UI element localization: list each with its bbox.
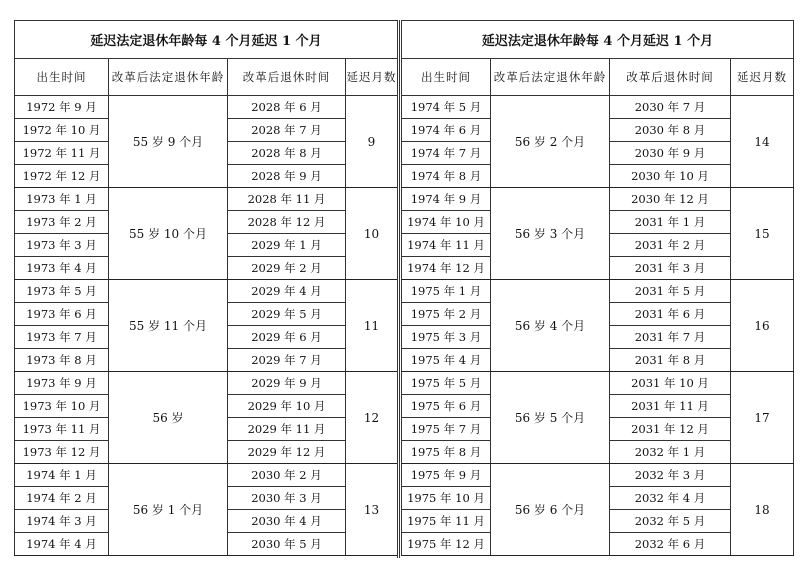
retirement-age-cell: 55 岁 9 个月 [109,96,228,188]
birth-time-cell: 1973 年 11 月 [15,418,109,441]
retirement-time-cell: 2031 年 10 月 [610,372,731,395]
header-birth-time: 出生时间 [15,59,109,96]
retirement-time-cell: 2029 年 6 月 [228,326,346,349]
birth-time-cell: 1975 年 11 月 [402,510,491,533]
retirement-age-cell: 56 岁 6 个月 [491,464,610,556]
table-row [15,96,398,119]
birth-time-cell: 1973 年 12 月 [15,441,109,464]
birth-time-cell: 1974 年 4 月 [15,533,109,556]
header-delay-months: 延迟月数 [346,59,398,96]
delay-months-cell: 10 [346,188,398,280]
birth-time-cell: 1973 年 5 月 [15,280,109,303]
delay-months-cell: 9 [346,96,398,188]
retirement-table [14,20,398,556]
birth-time-cell: 1974 年 8 月 [402,165,491,188]
retirement-time-cell: 2032 年 4 月 [610,487,731,510]
retirement-time-cell: 2030 年 5 月 [228,533,346,556]
birth-time-cell: 1973 年 9 月 [15,372,109,395]
table-row [402,96,794,119]
header-new-retirement-time: 改革后退休时间 [228,59,346,96]
header-new-retirement-age: 改革后法定退休年龄 [109,59,228,96]
retirement-age-cell: 56 岁 1 个月 [109,464,228,556]
panel-divider [397,20,400,558]
retirement-time-cell: 2030 年 12 月 [610,188,731,211]
delay-months-cell: 15 [731,188,794,280]
table-row [402,464,794,487]
birth-time-cell: 1973 年 4 月 [15,257,109,280]
birth-time-cell: 1975 年 2 月 [402,303,491,326]
birth-time-cell: 1975 年 3 月 [402,326,491,349]
retirement-time-cell: 2032 年 3 月 [610,464,731,487]
birth-time-cell: 1975 年 4 月 [402,349,491,372]
birth-time-cell: 1972 年 12 月 [15,165,109,188]
retirement-time-cell: 2029 年 12 月 [228,441,346,464]
birth-time-cell: 1974 年 12 月 [402,257,491,280]
birth-time-cell: 1974 年 2 月 [15,487,109,510]
retirement-time-cell: 2031 年 6 月 [610,303,731,326]
table-row [15,464,398,487]
retirement-time-cell: 2032 年 1 月 [610,441,731,464]
retirement-time-cell: 2029 年 11 月 [228,418,346,441]
retirement-time-cell: 2031 年 8 月 [610,349,731,372]
birth-time-cell: 1975 年 5 月 [402,372,491,395]
table-row [402,188,794,211]
birth-time-cell: 1975 年 1 月 [402,280,491,303]
retirement-age-cell: 55 岁 10 个月 [109,188,228,280]
birth-time-cell: 1974 年 11 月 [402,234,491,257]
retirement-time-cell: 2030 年 4 月 [228,510,346,533]
right-retirement-table [401,20,794,556]
retirement-time-cell: 2030 年 10 月 [610,165,731,188]
retirement-time-cell: 2031 年 3 月 [610,257,731,280]
birth-time-cell: 1974 年 10 月 [402,211,491,234]
birth-time-cell: 1972 年 11 月 [15,142,109,165]
retirement-time-cell: 2028 年 6 月 [228,96,346,119]
retirement-age-cell: 56 岁 [109,372,228,464]
retirement-time-cell: 2029 年 9 月 [228,372,346,395]
retirement-time-cell: 2029 年 10 月 [228,395,346,418]
retirement-age-cell: 56 岁 2 个月 [491,96,610,188]
birth-time-cell: 1973 年 6 月 [15,303,109,326]
delay-months-cell: 18 [731,464,794,556]
birth-time-cell: 1974 年 1 月 [15,464,109,487]
table-row [402,280,794,303]
retirement-time-cell: 2031 年 1 月 [610,211,731,234]
table-row [15,280,398,303]
retirement-time-cell: 2031 年 11 月 [610,395,731,418]
header-new-retirement-time: 改革后退休时间 [610,59,731,96]
retirement-age-cell: 56 岁 4 个月 [491,280,610,372]
delay-months-cell: 16 [731,280,794,372]
retirement-time-cell: 2028 年 11 月 [228,188,346,211]
retirement-time-cell: 2030 年 2 月 [228,464,346,487]
birth-time-cell: 1974 年 9 月 [402,188,491,211]
retirement-time-cell: 2028 年 8 月 [228,142,346,165]
birth-time-cell: 1974 年 3 月 [15,510,109,533]
delay-months-cell: 12 [346,372,398,464]
header-new-retirement-age: 改革后法定退休年龄 [491,59,610,96]
birth-time-cell: 1975 年 7 月 [402,418,491,441]
delay-months-cell: 11 [346,280,398,372]
retirement-time-cell: 2029 年 2 月 [228,257,346,280]
table-row [15,372,398,395]
birth-time-cell: 1973 年 7 月 [15,326,109,349]
retirement-table [401,20,794,556]
retirement-time-cell: 2030 年 9 月 [610,142,731,165]
birth-time-cell: 1972 年 10 月 [15,119,109,142]
retirement-time-cell: 2032 年 5 月 [610,510,731,533]
birth-time-cell: 1973 年 3 月 [15,234,109,257]
delay-months-cell: 17 [731,372,794,464]
retirement-time-cell: 2029 年 1 月 [228,234,346,257]
birth-time-cell: 1973 年 8 月 [15,349,109,372]
retirement-time-cell: 2029 年 5 月 [228,303,346,326]
retirement-time-cell: 2030 年 8 月 [610,119,731,142]
retirement-time-cell: 2031 年 2 月 [610,234,731,257]
delay-months-cell: 14 [731,96,794,188]
retirement-age-cell: 56 岁 3 个月 [491,188,610,280]
delay-months-cell: 13 [346,464,398,556]
retirement-age-cell: 55 岁 11 个月 [109,280,228,372]
retirement-time-cell: 2032 年 6 月 [610,533,731,556]
table-row [15,188,398,211]
retirement-time-cell: 2030 年 7 月 [610,96,731,119]
birth-time-cell: 1975 年 12 月 [402,533,491,556]
birth-time-cell: 1975 年 6 月 [402,395,491,418]
retirement-time-cell: 2029 年 4 月 [228,280,346,303]
birth-time-cell: 1973 年 1 月 [15,188,109,211]
birth-time-cell: 1973 年 2 月 [15,211,109,234]
retirement-time-cell: 2028 年 9 月 [228,165,346,188]
retirement-time-cell: 2028 年 12 月 [228,211,346,234]
retirement-time-cell: 2028 年 7 月 [228,119,346,142]
birth-time-cell: 1972 年 9 月 [15,96,109,119]
retirement-age-cell: 56 岁 5 个月 [491,372,610,464]
birth-time-cell: 1974 年 6 月 [402,119,491,142]
birth-time-cell: 1973 年 10 月 [15,395,109,418]
table-title: 延迟法定退休年龄每 4 个月延迟 1 个月 [402,21,794,59]
header-delay-months: 延迟月数 [731,59,794,96]
table-title: 延迟法定退休年龄每 4 个月延迟 1 个月 [15,21,398,59]
table-row [402,372,794,395]
retirement-time-cell: 2030 年 3 月 [228,487,346,510]
birth-time-cell: 1975 年 9 月 [402,464,491,487]
left-retirement-table [14,20,398,556]
retirement-time-cell: 2031 年 12 月 [610,418,731,441]
header-birth-time: 出生时间 [402,59,491,96]
birth-time-cell: 1974 年 7 月 [402,142,491,165]
birth-time-cell: 1975 年 10 月 [402,487,491,510]
birth-time-cell: 1975 年 8 月 [402,441,491,464]
birth-time-cell: 1974 年 5 月 [402,96,491,119]
retirement-time-cell: 2031 年 5 月 [610,280,731,303]
retirement-time-cell: 2031 年 7 月 [610,326,731,349]
retirement-time-cell: 2029 年 7 月 [228,349,346,372]
